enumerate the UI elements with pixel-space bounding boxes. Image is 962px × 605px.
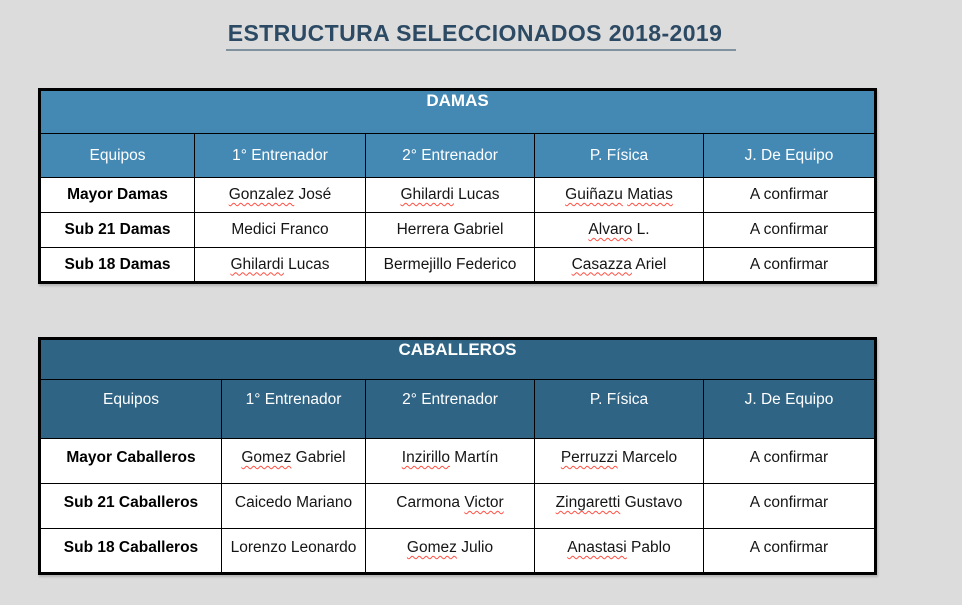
cell-text: L. bbox=[632, 221, 650, 238]
misspelled-word: Gonzalez bbox=[228, 186, 295, 203]
column-header: 2° Entrenador bbox=[366, 134, 535, 178]
misspelled-word: Zingaretti bbox=[555, 494, 621, 511]
data-cell bbox=[704, 248, 876, 283]
caballeros-table-container bbox=[38, 337, 877, 575]
misspelled-word: Guiñazu bbox=[565, 186, 623, 203]
table-title: DAMAS bbox=[40, 90, 876, 134]
cell-text: A confirmar bbox=[749, 186, 829, 203]
misspelled-word: Gomez bbox=[406, 539, 457, 556]
table-row bbox=[40, 439, 876, 484]
misspelled-word: Inzirillo bbox=[401, 449, 450, 466]
data-cell bbox=[222, 484, 366, 529]
table-row bbox=[40, 178, 876, 213]
data-cell bbox=[195, 178, 366, 213]
team-cell: Sub 21 Damas bbox=[40, 213, 195, 248]
column-header-row bbox=[40, 134, 876, 178]
team-cell: Mayor Damas bbox=[40, 178, 195, 213]
misspelled-word: Victor bbox=[464, 494, 504, 511]
misspelled-word: Ghilardi bbox=[400, 186, 454, 203]
column-header: 1° Entrenador bbox=[195, 134, 366, 178]
cell-text: Ariel bbox=[631, 255, 667, 273]
table-row bbox=[40, 213, 876, 248]
misspelled-word: Matias bbox=[627, 186, 673, 203]
data-cell bbox=[535, 248, 704, 283]
data-cell bbox=[535, 439, 704, 484]
data-cell bbox=[366, 248, 535, 283]
cell-text: Medici Franco bbox=[231, 221, 329, 238]
cell-text: Martín bbox=[450, 449, 499, 466]
cell-text: Lucas bbox=[283, 255, 330, 273]
table-row bbox=[40, 484, 876, 529]
data-cell bbox=[704, 178, 876, 213]
data-cell bbox=[366, 529, 535, 574]
team-cell: Mayor Caballeros bbox=[40, 439, 222, 484]
column-header: Equipos bbox=[40, 380, 222, 439]
data-cell bbox=[535, 484, 704, 529]
column-header: P. Física bbox=[535, 380, 704, 439]
page-title-text: ESTRUCTURA SELECCIONADOS 2018-2019 bbox=[226, 20, 737, 51]
data-cell bbox=[535, 213, 704, 248]
data-cell bbox=[222, 439, 366, 484]
cell-text: Caicedo Mariano bbox=[234, 494, 353, 511]
cell-text: A confirmar bbox=[749, 221, 829, 238]
cell-text: Gabriel bbox=[291, 449, 346, 466]
cell-text: A confirmar bbox=[749, 494, 829, 511]
cell-text: Lucas bbox=[453, 186, 500, 203]
table-title: CABALLEROS bbox=[40, 339, 876, 380]
column-header: J. De Equipo bbox=[704, 134, 876, 178]
data-cell bbox=[195, 213, 366, 248]
data-cell bbox=[366, 439, 535, 484]
cell-text: Marcelo bbox=[617, 449, 678, 466]
cell-text: Julio bbox=[456, 539, 494, 556]
cell-text: José bbox=[294, 186, 332, 203]
column-header-row bbox=[40, 380, 876, 439]
misspelled-word: Ghilardi bbox=[230, 255, 284, 273]
column-header: P. Física bbox=[535, 134, 704, 178]
misspelled-word: Casazza bbox=[571, 255, 632, 273]
damas-table bbox=[38, 88, 877, 284]
column-header: 2° Entrenador bbox=[366, 380, 535, 439]
misspelled-word: Alvaro bbox=[588, 221, 633, 238]
data-cell bbox=[535, 529, 704, 574]
cell-text: A confirmar bbox=[749, 255, 829, 273]
data-cell bbox=[535, 178, 704, 213]
cell-text: Gustavo bbox=[620, 494, 683, 511]
data-cell bbox=[195, 248, 366, 283]
misspelled-word: Gomez bbox=[241, 449, 292, 466]
team-cell: Sub 18 Damas bbox=[40, 248, 195, 283]
column-header: 1° Entrenador bbox=[222, 380, 366, 439]
caballeros-table bbox=[38, 337, 877, 575]
data-cell bbox=[704, 529, 876, 574]
misspelled-word: Perruzzi bbox=[560, 449, 618, 466]
data-cell bbox=[704, 484, 876, 529]
column-header: J. De Equipo bbox=[704, 380, 876, 439]
table-row bbox=[40, 529, 876, 574]
damas-table-container bbox=[38, 88, 877, 284]
cell-text: Herrera Gabriel bbox=[396, 221, 504, 238]
cell-text: Carmona bbox=[396, 494, 465, 511]
data-cell bbox=[704, 213, 876, 248]
cell-text: Bermejillo Federico bbox=[383, 255, 517, 273]
table-caption-row bbox=[40, 339, 876, 380]
column-header: Equipos bbox=[40, 134, 195, 178]
team-cell: Sub 18 Caballeros bbox=[40, 529, 222, 574]
cell-text: A confirmar bbox=[749, 539, 829, 556]
page-title bbox=[0, 20, 962, 51]
cell-text: A confirmar bbox=[749, 449, 829, 466]
data-cell bbox=[704, 439, 876, 484]
cell-text: Lorenzo Leonardo bbox=[230, 539, 357, 556]
table-row bbox=[40, 248, 876, 283]
data-cell bbox=[222, 529, 366, 574]
data-cell bbox=[366, 484, 535, 529]
table-caption-row bbox=[40, 90, 876, 134]
data-cell bbox=[366, 213, 535, 248]
misspelled-word: Anastasi bbox=[567, 539, 627, 556]
data-cell bbox=[366, 178, 535, 213]
team-cell: Sub 21 Caballeros bbox=[40, 484, 222, 529]
cell-text: Pablo bbox=[626, 539, 671, 556]
